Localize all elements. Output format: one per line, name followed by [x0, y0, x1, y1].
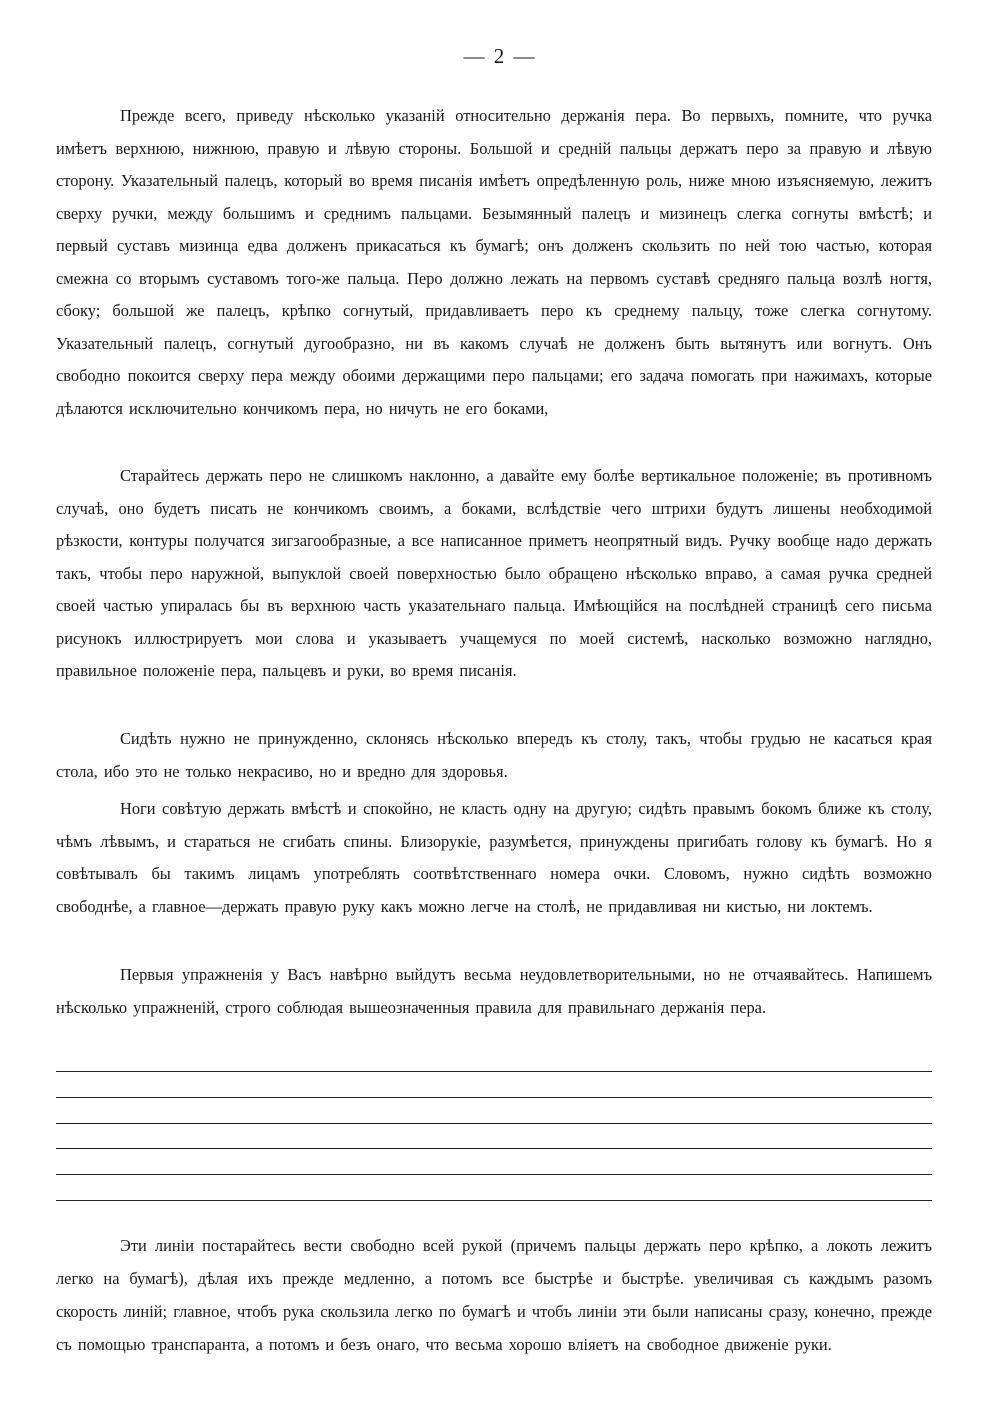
- page-number: — 2 —: [463, 44, 537, 68]
- paragraph-posture: Ноги совѣтую держать вмѣстѣ и спокойно, не класть одну на другую; сидѣть правымъ бокомъ ближе къ столу, чѣмъ лѣвымъ, и стараться не сгибать спины. Близорукіе, разумѣется, принуждены пригибать голову къ бумагѣ. Но я совѣтывалъ бы такимъ лицамъ употреблять соотвѣтственнаго номера очки. Словомъ, нужно сидѣть возможно свободнѣе, а главное—держать правую руку какъ можно легче на столѣ, не придавливая ни кистью, ни локтемъ.: [56, 799, 932, 916]
- exercise-line: [56, 1123, 932, 1124]
- exercise-line: [56, 1097, 932, 1098]
- paragraph-first-exercises: Первыя упражненія у Васъ навѣрно выйдутъ весьма неудовлетворительными, но не отчаявайтесь. Напишемъ нѣсколько упражненій, строго соблюдая вышеозначенныя правила для правильнаго держанія пера.: [56, 965, 932, 1017]
- exercise-line: [56, 1200, 932, 1201]
- paragraph-sitting: Сидѣть нужно не принужденно, склонясь нѣсколько впередъ къ столу, такъ, чтобы грудью не касаться края стола, ибо это не только некрасиво, но и вредно для здоровья.: [56, 729, 932, 781]
- exercise-line: [56, 1148, 932, 1149]
- exercise-line: [56, 1174, 932, 1175]
- exercise-line: [56, 1071, 932, 1072]
- paragraph-pen-holding: Прежде всего, приведу нѣсколько указаній относительно держанія пера. Во первыхъ, помните, что ручка имѣетъ верхнюю, нижнюю, правую и лѣвую стороны. Большой и средній пальцы держатъ перо за правую и лѣвую сторону. Указательный палецъ, который во время писанія имѣетъ опредѣленную роль, ниже мною изъясняемую, лежитъ сверху ручки, между большимъ и среднимъ пальцами. Безымянный палецъ и мизинецъ слегка согнуты вмѣстѣ; и первый суставъ мизинца едва долженъ прикасаться къ бумагѣ; онъ долженъ скользить по ней тою частью, которая смежна со вторымъ суставомъ того-же пальца. Перо должно лежать на первомъ суставѣ средняго пальца возлѣ ногтя, сбоку; большой же палецъ, крѣпко согнутый, придавливаетъ перо къ среднему пальцу, тоже слегка согнутому. Указательный палецъ, согнутый дугообразно, ни въ какомъ случаѣ не долженъ быть вытянутъ или вогнутъ. Онъ свободно покоится сверху пера между обоими держащими перо пальцами; его задача помогать при нажимахъ, которые дѣлаются исключительно кончикомъ пера, но ничуть не его боками,: [56, 106, 932, 418]
- paragraph-pen-angle: Старайтесь держать перо не слишкомъ наклонно, а давайте ему болѣе вертикальное положеніе; въ противномъ случаѣ, оно будетъ писать не кончикомъ своимъ, а боками, вслѣдствіе чего штрихи будутъ лишены необходимой рѣзкости, контуры получатся зигзагообразные, а все написанное приметъ неопрятный видъ. Ручку вообще надо держать такъ, чтобы перо наружной, выпуклой своей поверхностью было обращено нѣсколько вправо, а самая ручка средней своей частью упиралась бы въ верхнюю часть указательнаго пальца. Имѣющійся на послѣдней страницѣ сего письма рисунокъ иллюстрируетъ мои слова и указываетъ учащемуся по моей системѣ, насколько возможно наглядно, правильное положеніе пера, пальцевъ и руки, во время писанія.: [56, 466, 932, 680]
- paragraph-lines-instructions: Эти линіи постарайтесь вести свободно всей рукой (причемъ пальцы держать перо крѣпко, а локоть лежитъ легко на бумагѣ), дѣлая ихъ прежде медленно, а потомъ все быстрѣе и быстрѣе. увеличивая съ каждымъ разомъ скорость линій; главное, чтобъ рука скользила легко по бумагѣ и чтобъ линіи эти были написаны сразу, конечно, прежде съ помощью транспаранта, а потомъ и безъ онаго, что весьма хорошо вліяетъ на свободное движеніе руки.: [56, 1236, 932, 1354]
